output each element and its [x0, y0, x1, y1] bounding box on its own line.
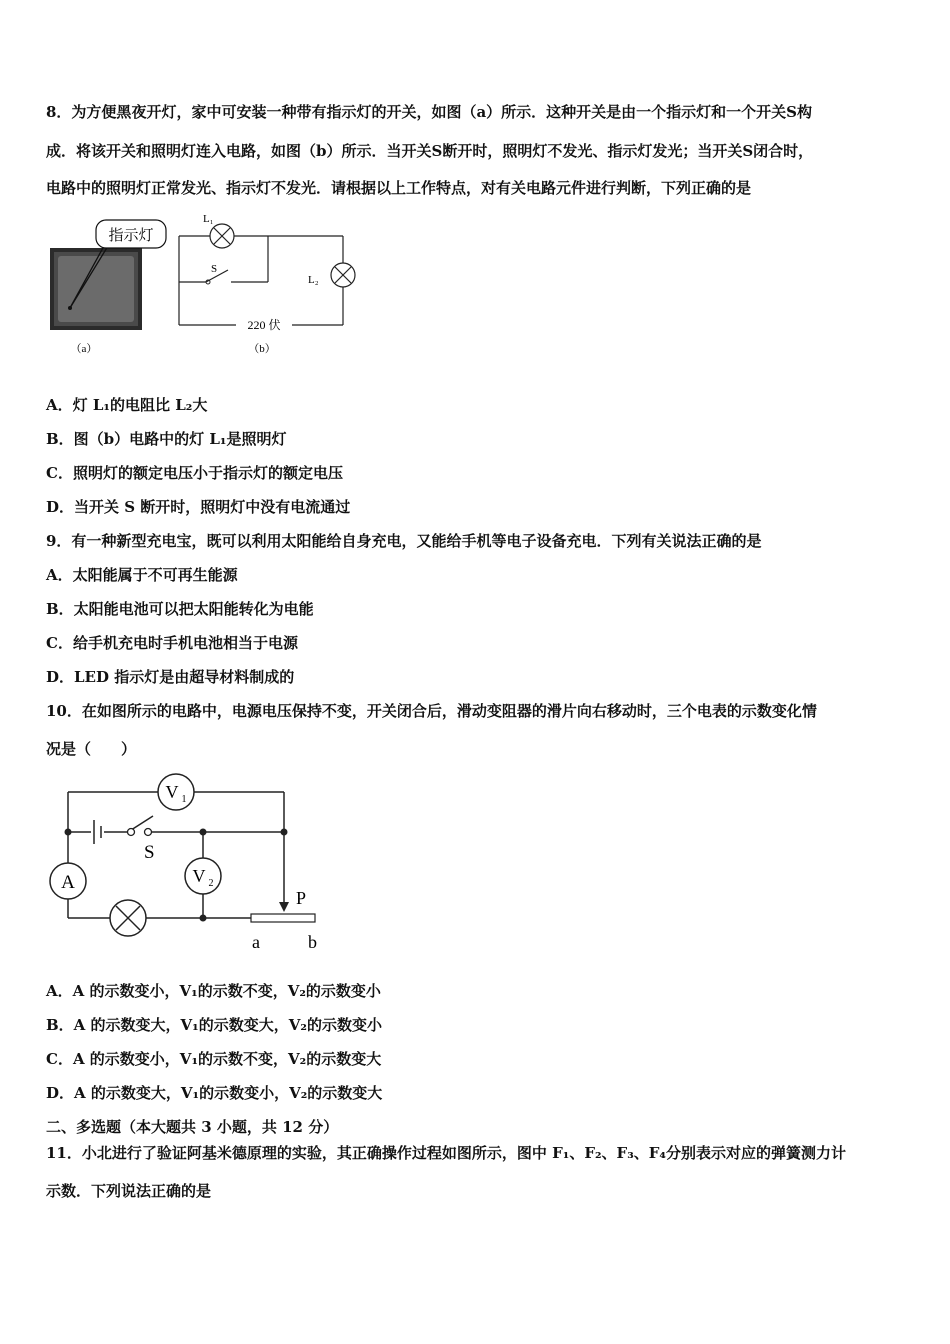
q10-option-b: B．A 的示数变大，V₁的示数变大，V₂的示数变小 [46, 1016, 382, 1034]
lamp-l1-label: L₁ [203, 213, 214, 225]
switch-s-label: S [144, 842, 155, 863]
svg-text:V: V [192, 866, 206, 886]
end-a-label: a [252, 932, 260, 952]
q10-option-a: A．A 的示数变小，V₁的示数不变，V₂的示数变小 [46, 982, 381, 1000]
q11-stem-line1: 11．小北进行了验证阿基米德原理的实验，其正确操作过程如图所示，图中 F₁、F₂、F₃、F₄分别表示对应的弹簧测力计 [46, 1144, 846, 1162]
section2-heading: 二、多选题（本大题共 3 小题，共 12 分） [46, 1118, 339, 1136]
q10-option-d: D．A 的示数变大，V₁的示数变小，V₂的示数变大 [46, 1084, 383, 1102]
svg-text:1: 1 [181, 794, 187, 805]
callout-label: 指示灯 [108, 228, 154, 244]
caption-b: （b） [248, 343, 276, 355]
q9-option-c: C．给手机充电时手机电池相当于电源 [46, 634, 298, 652]
switch-photo [50, 246, 142, 330]
q8-option-c: C．照明灯的额定电压小于指示灯的额定电压 [46, 464, 343, 482]
lamp-l2 [331, 263, 355, 287]
slider-p-arrow [279, 902, 289, 912]
end-b-label: b [308, 932, 317, 952]
svg-text:A: A [61, 872, 75, 893]
q9-stem: 9．有一种新型充电宝，既可以利用太阳能给自身充电，又能给手机等电子设备充电．下列有关说法正确的是 [46, 532, 762, 550]
lamp [110, 900, 146, 936]
q8-stem-line1: 8．为方便黑夜开灯，家中可安装一种带有指示灯的开关，如图（a）所示．这种开关是由一个指示灯和一个开关S构 [46, 103, 812, 121]
q8-stem-line2: 成．将该开关和照明灯连入电路，如图（b）所示．当开关S断开时，照明灯不发光、指示灯发光；当开关S闭合时， [46, 142, 814, 160]
ammeter-a [50, 863, 86, 899]
q10-stem-line2: 况是（ ） [46, 740, 137, 758]
q11-stem-line2: 示数．下列说法正确的是 [46, 1182, 212, 1200]
voltage-label: 220 伏 [247, 318, 281, 332]
q9-option-a: A．太阳能属于不可再生能源 [46, 566, 238, 584]
q8-figure [46, 210, 376, 360]
q8-option-a: A．灯 L₁的电阻比 L₂大 [46, 396, 208, 414]
voltmeter-v1 [158, 774, 194, 810]
svg-text:V: V [165, 782, 179, 802]
q10-circuit-figure [46, 768, 336, 958]
slider-p-label: P [296, 888, 307, 908]
voltmeter-v2 [185, 858, 221, 894]
rheostat [251, 914, 315, 922]
q10-circuit-wires [68, 792, 284, 918]
q10-option-c: C．A 的示数变小，V₁的示数不变，V₂的示数变大 [46, 1050, 382, 1068]
q8-stem-line3: 电路中的照明灯正常发光、指示灯不发光．请根据以上工作特点，对有关电路元件进行判断，下列正确的是 [46, 179, 752, 197]
q9-option-d: D．LED 指示灯是由超导材料制成的 [46, 668, 295, 686]
caption-a: （a） [70, 343, 98, 355]
q10-stem-line1: 10．在如图所示的电路中，电源电压保持不变，开关闭合后，滑动变阻器的滑片向右移动时，三个电表的示数变化情 [46, 702, 817, 720]
lamp-l2-label: L₂ [308, 274, 319, 286]
svg-text:2: 2 [208, 878, 214, 889]
switch-s-label: S [211, 263, 218, 275]
q9-option-b: B．太阳能电池可以把太阳能转化为电能 [46, 600, 314, 618]
lamp-l1 [210, 224, 234, 248]
q8-option-b: B．图（b）电路中的灯 L₁是照明灯 [46, 430, 287, 448]
q8-option-d: D．当开关 S 断开时，照明灯中没有电流通过 [46, 498, 351, 516]
